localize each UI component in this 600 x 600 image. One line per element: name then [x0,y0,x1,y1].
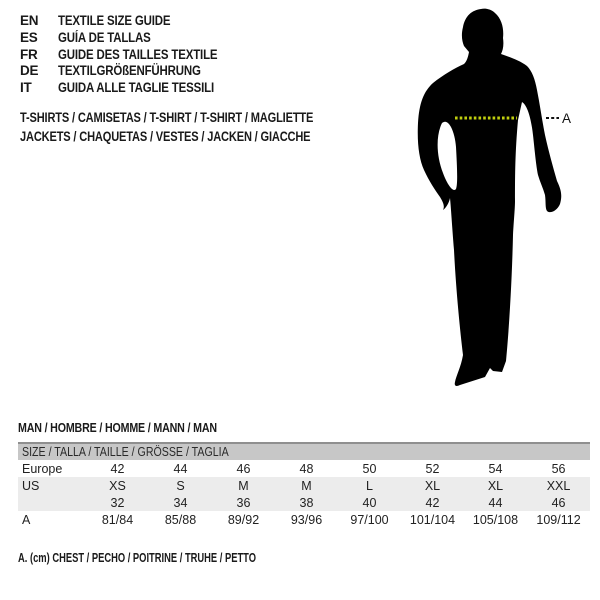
size-table-row [18,511,590,528]
size-table-header-row [18,443,590,460]
size-cell: L [366,478,373,493]
size-cell: 56 [551,461,566,476]
language-label: GUIDE DES TAILLES TEXTILE [58,46,218,62]
language-label: GUÍA DE TALLAS [58,29,151,45]
size-cell: M [301,478,312,493]
size-cell: 109/112 [536,512,581,527]
size-cell: 54 [488,461,503,476]
measurement-footnote [18,550,349,565]
size-cell: S [176,478,185,493]
category-line-tshirts-text: T-SHIRTS / CAMISETAS / T-SHIRT / T-SHIRT / MAGLIETTE [20,110,314,125]
size-cell: 36 [236,495,251,510]
size-cell: 46 [551,495,566,510]
language-label: GUIDA ALLE TAGLIE TESSILI [58,80,214,96]
size-row-label: US [22,478,40,493]
category-line-tshirts [20,108,378,127]
language-label: TEXTILGRÖßENFÜHRUNG [58,63,201,79]
size-cell: M [238,478,249,493]
size-cell: XL [424,478,441,493]
size-cell: 42 [425,495,440,510]
category-line-jackets-text: JACKETS / CHAQUETAS / VESTES / JACKEN / GIACCHE [20,129,311,144]
measure-label: A [562,111,572,126]
size-table-body [18,460,590,528]
language-code: ES [20,29,38,45]
language-row [20,47,246,64]
size-cell: 52 [425,461,440,476]
size-cell: 89/92 [227,512,260,527]
size-cell: 48 [299,461,314,476]
category-lines [20,108,378,146]
size-cell: 40 [362,495,377,510]
language-list [20,13,246,97]
measurement-footnote-text: A. (cm) CHEST / PECHO / POITRINE / TRUHE / PETTO [18,550,257,565]
section-title [18,420,261,435]
size-table-row [18,477,590,494]
size-cell: 34 [173,495,188,510]
size-cell: 32 [110,495,125,510]
size-table-row [18,494,590,511]
size-cell: XS [109,478,126,493]
size-cell: 38 [299,495,314,510]
size-cell: XXL [546,478,571,493]
language-label: TEXTILE SIZE GUIDE [58,13,171,28]
size-cell: 42 [110,461,125,476]
size-cell: 101/104 [409,512,456,527]
size-cell: XL [487,478,504,493]
man-figure-diagram [405,5,575,405]
size-cell: 85/88 [164,512,197,527]
size-table-header-cell [18,443,590,460]
size-cell: 46 [236,461,251,476]
size-cell: 97/100 [350,512,389,527]
size-row-label [18,494,86,511]
language-code: EN [20,13,39,28]
language-row [20,13,246,30]
language-code: DE [20,63,39,79]
language-row [20,80,246,97]
size-cell: 105/108 [472,512,519,527]
size-cell: 44 [488,495,503,510]
category-line-jackets [20,127,378,146]
language-code: FR [20,46,38,62]
man-silhouette [418,9,561,386]
section-title-text: MAN / HOMBRE / HOMME / MANN / MAN [18,420,217,435]
size-cell: 81/84 [101,512,134,527]
size-row-label: A [22,512,31,527]
size-cell: 44 [173,461,188,476]
size-cell: 50 [362,461,377,476]
size-table [18,442,590,528]
size-table-header-text: SIZE / TALLA / TAILLE / GRÖSSE / TAGLIA [22,445,229,459]
language-row [20,30,246,47]
language-row [20,63,246,80]
size-row-label: Europe [22,461,63,476]
size-table-row [18,460,590,477]
language-code: IT [20,80,32,96]
size-cell: 93/96 [290,512,323,527]
